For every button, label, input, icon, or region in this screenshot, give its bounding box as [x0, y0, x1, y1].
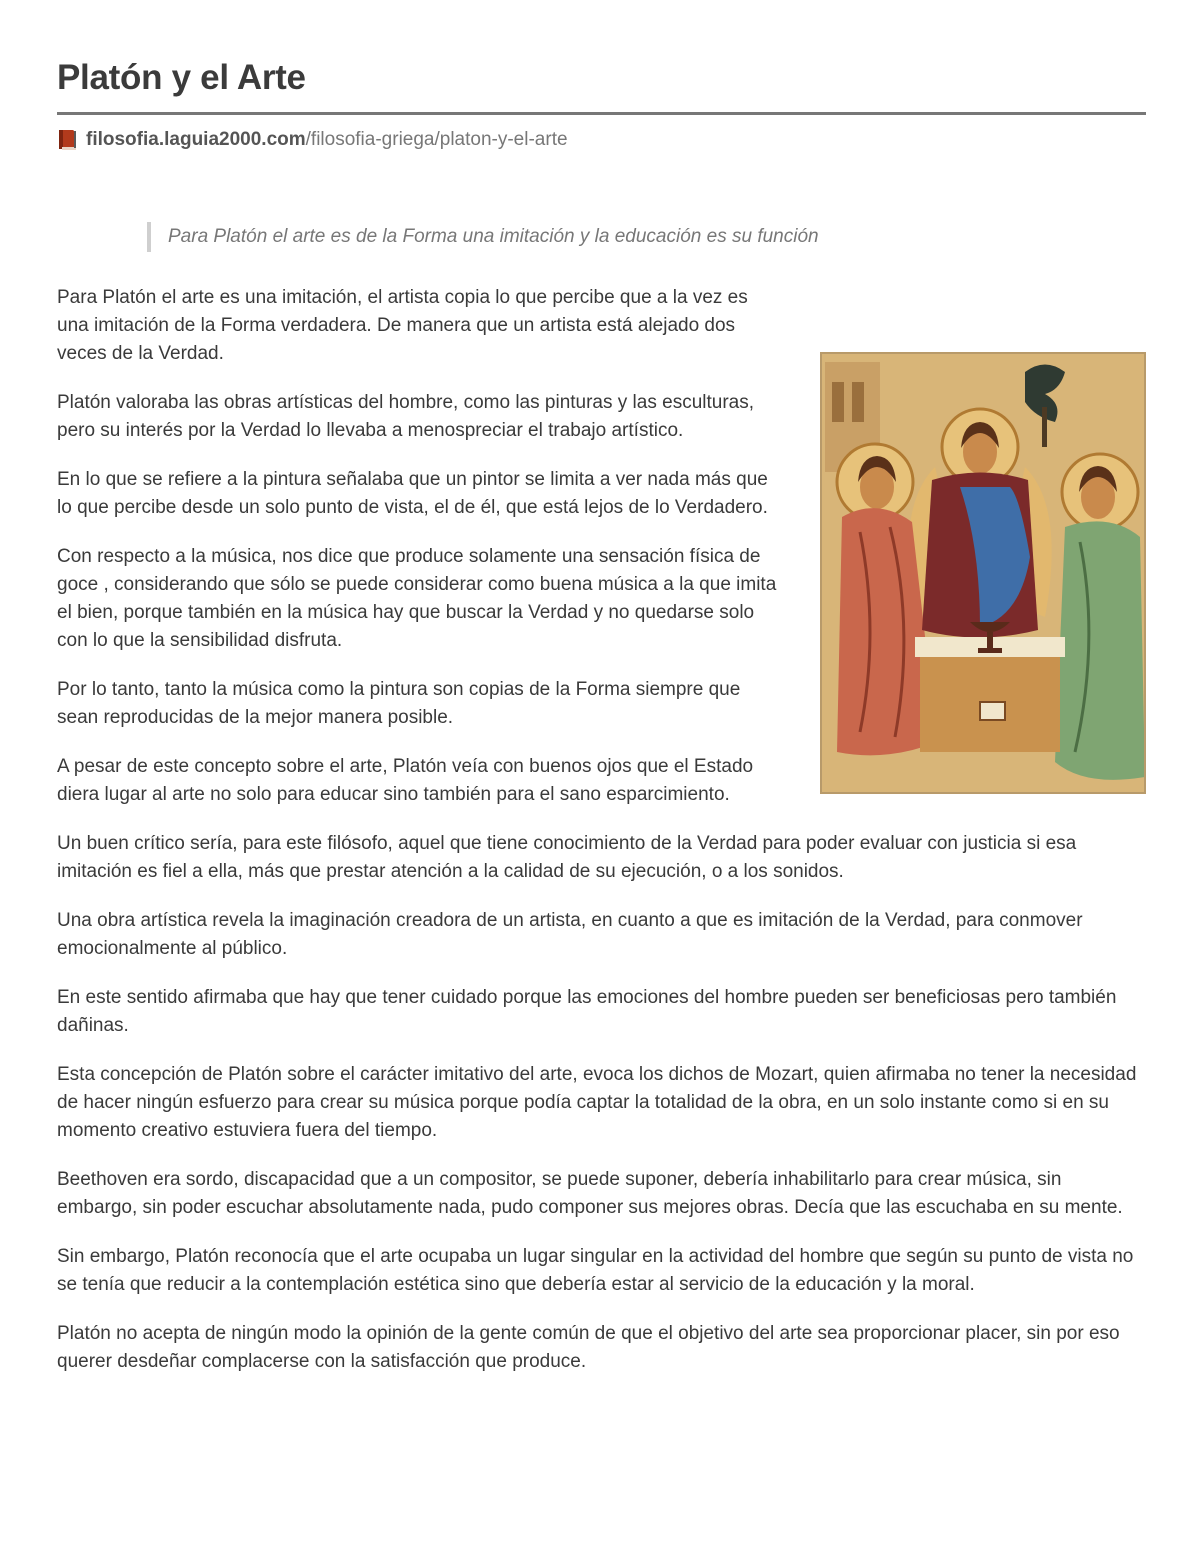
paragraph: En este sentido afirmaba que hay que tener cuidado porque las emociones del hombre pueden ser beneficiosas pero también dañinas. [57, 987, 1117, 1036]
article-body [57, 284, 1146, 1397]
paragraph: En lo que se refiere a la pintura señalaba que un pintor se limita a ver nada más que lo que percibe desde un solo punto de vista, el de él, que está lejos de lo Verdadero. [57, 469, 768, 518]
paragraph: A pesar de este concepto sobre el arte, Platón veía con buenos ojos que el Estado diera lugar al arte no solo para educar sino también para el sano esparcimiento. [57, 756, 754, 805]
icon-painting-three-angels [820, 352, 1146, 794]
paragraph: Para Platón el arte es una imitación, el artista copia lo que percibe que a la vez es una imitación de la Forma verdadera. De manera que un artista está alejado dos veces de la Verdad. [57, 287, 748, 364]
title-divider [57, 112, 1146, 115]
source-link[interactable] [57, 126, 568, 154]
paragraph: Sin embargo, Platón reconocía que el arte ocupaba un lugar singular en la actividad del hombre que según su punto de vista no se tenía que reducir a la contemplación estética sino que debería estar al servicio de la educación y la moral. [57, 1246, 1134, 1295]
source-path[interactable]: /filosofia-griega/platon-y-el-arte [305, 129, 568, 150]
paragraph: Con respecto a la música, nos dice que produce solamente una sensación física de goce , considerando que sólo se puede considerar como buena música a la que imita el bien, porque también en la música hay que buscar la Verdad y no quedarse solo con lo que la sensibilidad disfruta. [57, 546, 777, 651]
paragraph: Platón no acepta de ningún modo la opinión de la gente común de que el objetivo del arte sea proporcionar placer, sin por eso querer desdeñar complacerse con la satisfacción que produce. [57, 1323, 1120, 1372]
pull-quote: Para Platón el arte es de la Forma una imitación y la educación es su función [147, 222, 819, 252]
source-domain[interactable]: filosofia.laguia2000.com [86, 129, 306, 150]
book-icon [57, 129, 77, 151]
paragraph: Por lo tanto, tanto la música como la pintura son copias de la Forma siempre que sean reproducidas de la mejor manera posible. [57, 679, 741, 728]
paragraph: Platón valoraba las obras artísticas del hombre, como las pinturas y las esculturas, pero su interés por la Verdad lo llevaba a menospreciar el trabajo artístico. [57, 392, 754, 441]
paragraph: Un buen crítico sería, para este filósofo, aquel que tiene conocimiento de la Verdad para poder evaluar con justicia si esa imitación es fiel a ella, más que prestar atención a la calidad de su ejecución, o a los sonidos. [57, 833, 1077, 882]
article-image [820, 352, 1146, 794]
paragraph: Esta concepción de Platón sobre el carácter imitativo del arte, evoca los dichos de Mozart, quien afirmaba no tener la necesidad de hacer ningún esfuerzo para crear su música porque podía captar la totalidad de la obra, en un solo instante como si en su momento creativo estuviera fuera del tiempo. [57, 1064, 1137, 1141]
page-title: Platón y el Arte [57, 58, 306, 97]
paragraph: Beethoven era sordo, discapacidad que a un compositor, se puede suponer, debería inhabilitarlo para crear música, sin embargo, sin poder escuchar absolutamente nada, pudo componer sus mejores obras. Decía que las escuchaba en su mente. [57, 1169, 1123, 1218]
paragraph: Una obra artística revela la imaginación creadora de un artista, en cuanto a que es imitación de la Verdad, para conmover emocionalmente al público. [57, 910, 1083, 959]
